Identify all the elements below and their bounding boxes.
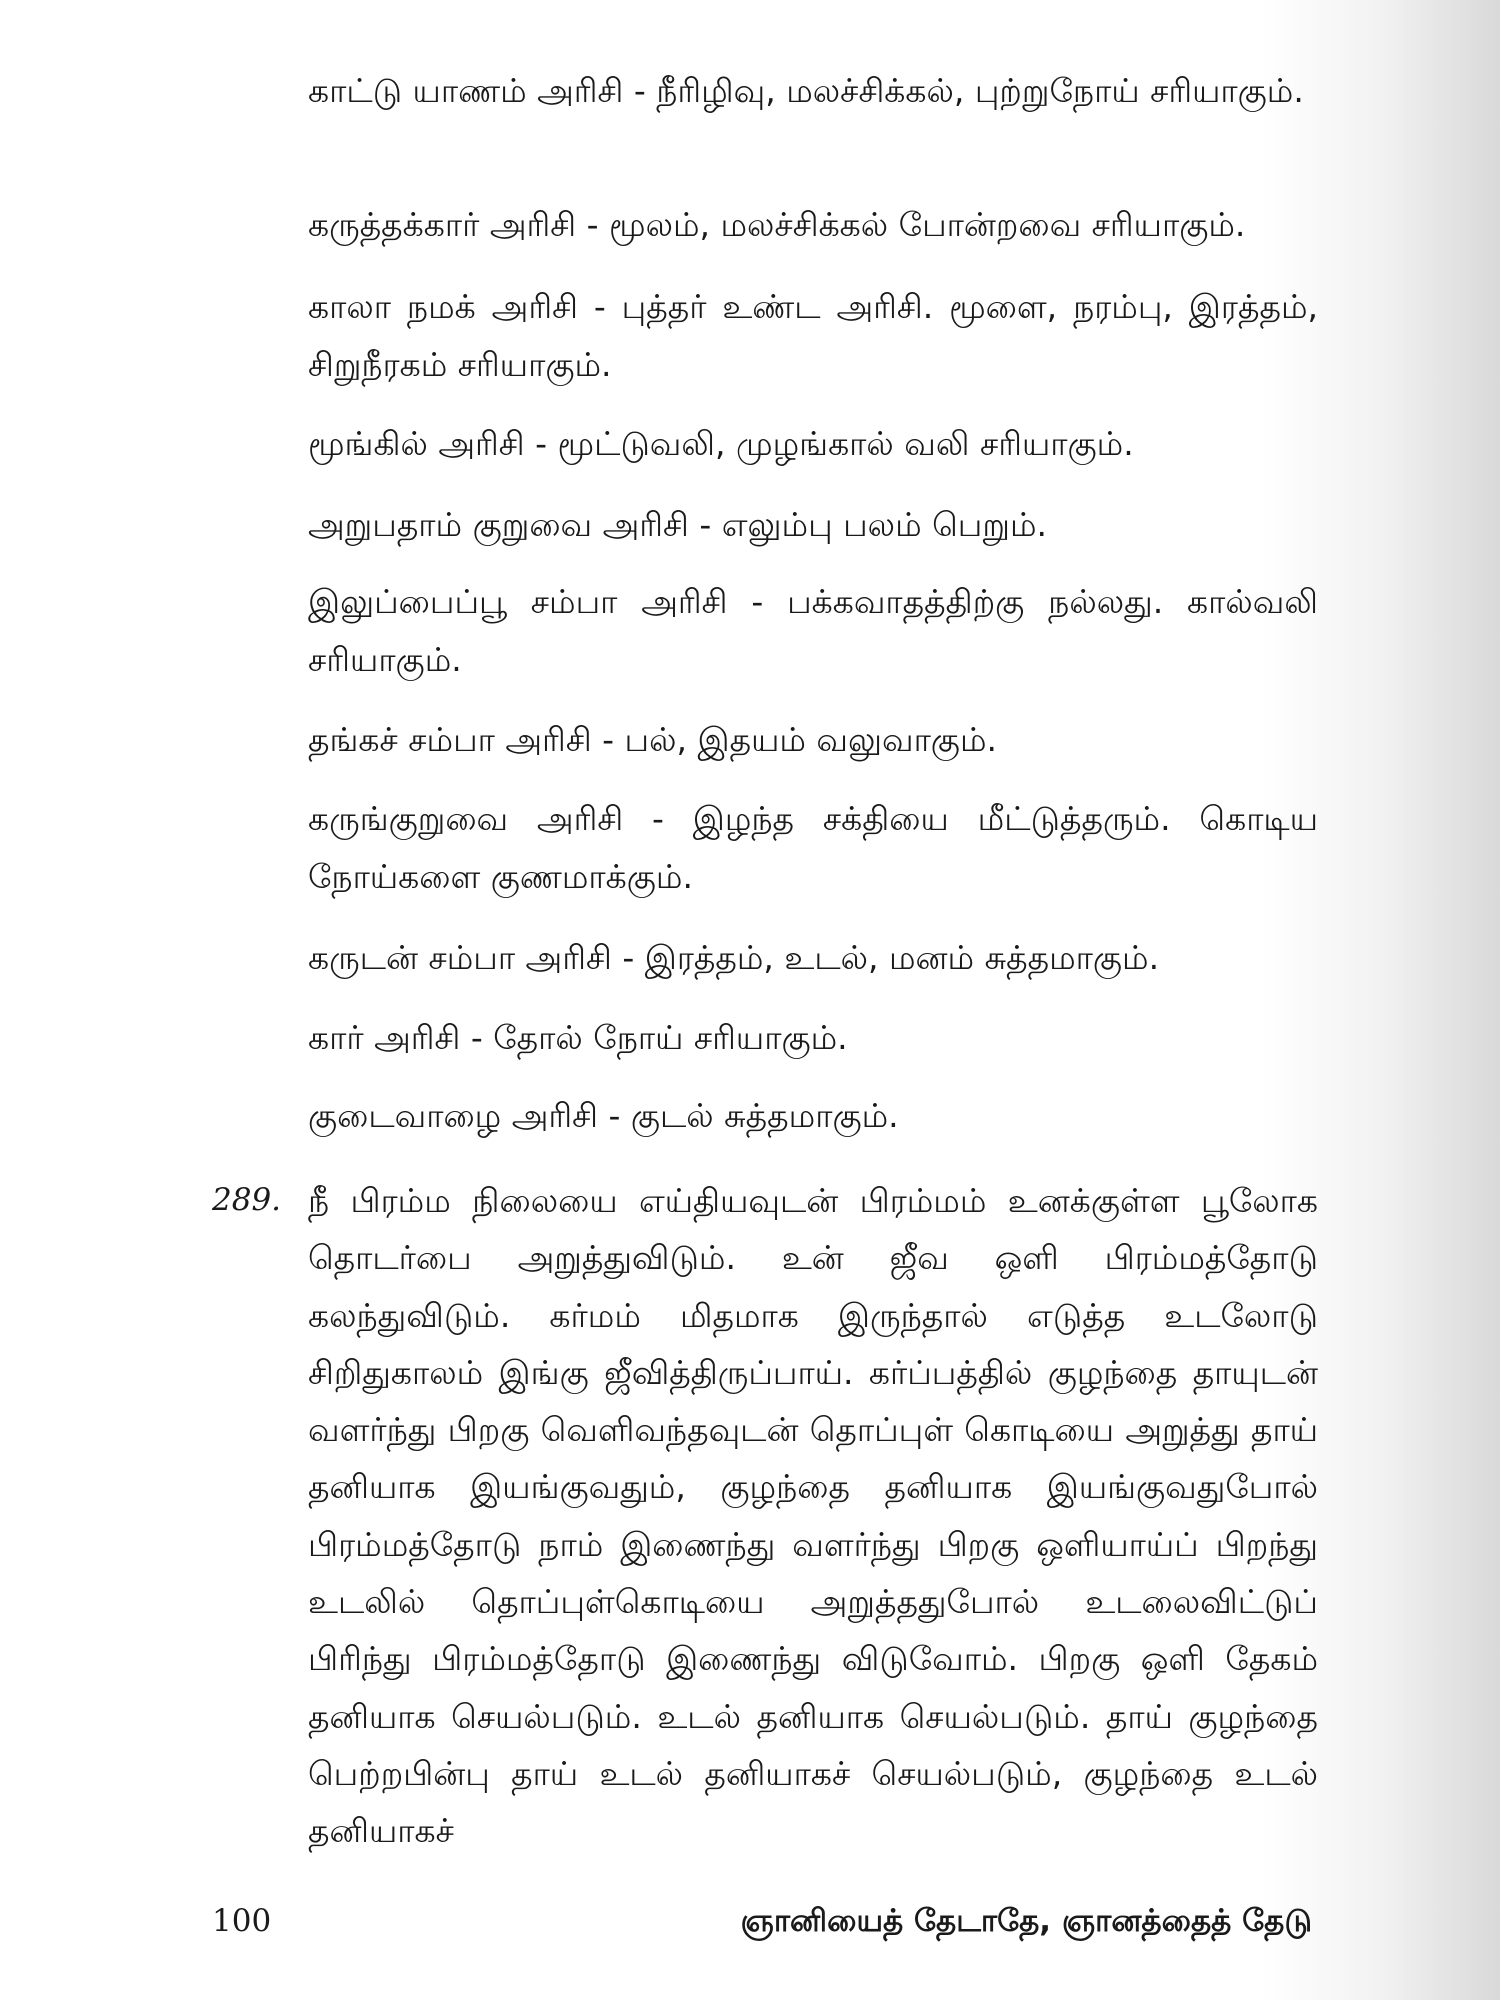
rice-entry-iluppaipoo-samba: இலுப்பைப்பூ சம்பா அரிசி - பக்கவாதத்திற்கு நல்லது. கால்வலி சரியாகும். [308, 582, 1318, 679]
running-footer-title: ஞானியைத் தேடாதே, ஞானத்தைத் தேடு [740, 1903, 1312, 1939]
rice-entry-kar: கார் அரிசி - தோல் நோய் சரியாகும். [308, 1018, 848, 1057]
rice-entry-kudaivazhai: குடைவாழை அரிசி - குடல் சுத்தமாகும். [308, 1096, 899, 1135]
rice-entry-kattu-yanam: காட்டு யாணம் அரிசி - நீரிழிவு, மலச்சிக்கல், புற்றுநோய் சரியாகும். [308, 71, 1304, 110]
rice-entry-karunkuruvai: கருங்குறுவை அரிசி - இழந்த சக்தியை மீட்டுத்தரும். கொடிய நோய்களை குணமாக்கும். [308, 799, 1318, 896]
paragraph-number: 289. [212, 1182, 282, 1218]
page-number: 100 [212, 1903, 272, 1939]
rice-entry-moongil: மூங்கில் அரிசி - மூட்டுவலி, முழங்கால் வலி சரியாகும். [308, 424, 1134, 463]
rice-entry-arupatham-kuruvai: அறுபதாம் குறுவை அரிசி - எலும்பு பலம் பெறும். [308, 505, 1047, 544]
rice-entry-thanga-samba: தங்கச் சம்பா அரிசி - பல், இதயம் வலுவாகும். [308, 720, 997, 759]
rice-entry-karuthakkar: கருத்தக்கார் அரிசி - மூலம், மலச்சிக்கல் போன்றவை சரியாகும். [308, 205, 1246, 244]
rice-entry-karudan-samba: கருடன் சம்பா அரிசி - இரத்தம், உடல், மனம் சுத்தமாகும். [308, 938, 1160, 977]
paragraph-text: நீ பிரம்ம நிலையை எய்தியவுடன் பிரம்மம் உனக்குள்ள பூலோக தொடர்பை அறுத்துவிடும். உன் ஜீவ ஒளி பிரம்மத்தோடு கலந்துவிடும். கர்மம் மிதமாக இருந்தால் எடுத்த உடலோடு சிறிதுகாலம் இங்கு ஜீவித்திருப்பாய். கர்ப்பத்தில் குழந்தை தாயுடன் வளர்ந்து பிறகு வெளிவந்தவுடன் தொப்புள் கொடியை அறுத்து தாய் தனியாக இயங்குவதும், குழந்தை தனியாக இயங்குவதுபோல் பிரம்மத்தோடு நாம் இணைந்து வளர்ந்து பிறகு ஒளியாய்ப் பிறந்து உடலில் தொப்புள்கொடியை அறுத்ததுபோல் உடலைவிட்டுப் பிரிந்து பிரம்மத்தோடு இணைந்து விடுவோம். பிறகு ஒளி தேகம் தனியாக செயல்படும். உடல் தனியாக செயல்படும். தாய் குழந்தை பெற்றபின்பு தாய் உடல் தனியாகச் செயல்படும், குழந்தை உடல் தனியாகச் [308, 1181, 1318, 1851]
rice-entry-kala-namak: காலா நமக் அரிசி - புத்தர் உண்ட அரிசி. மூளை, நரம்பு, இரத்தம், சிறுநீரகம் சரியாகும். [308, 287, 1318, 384]
